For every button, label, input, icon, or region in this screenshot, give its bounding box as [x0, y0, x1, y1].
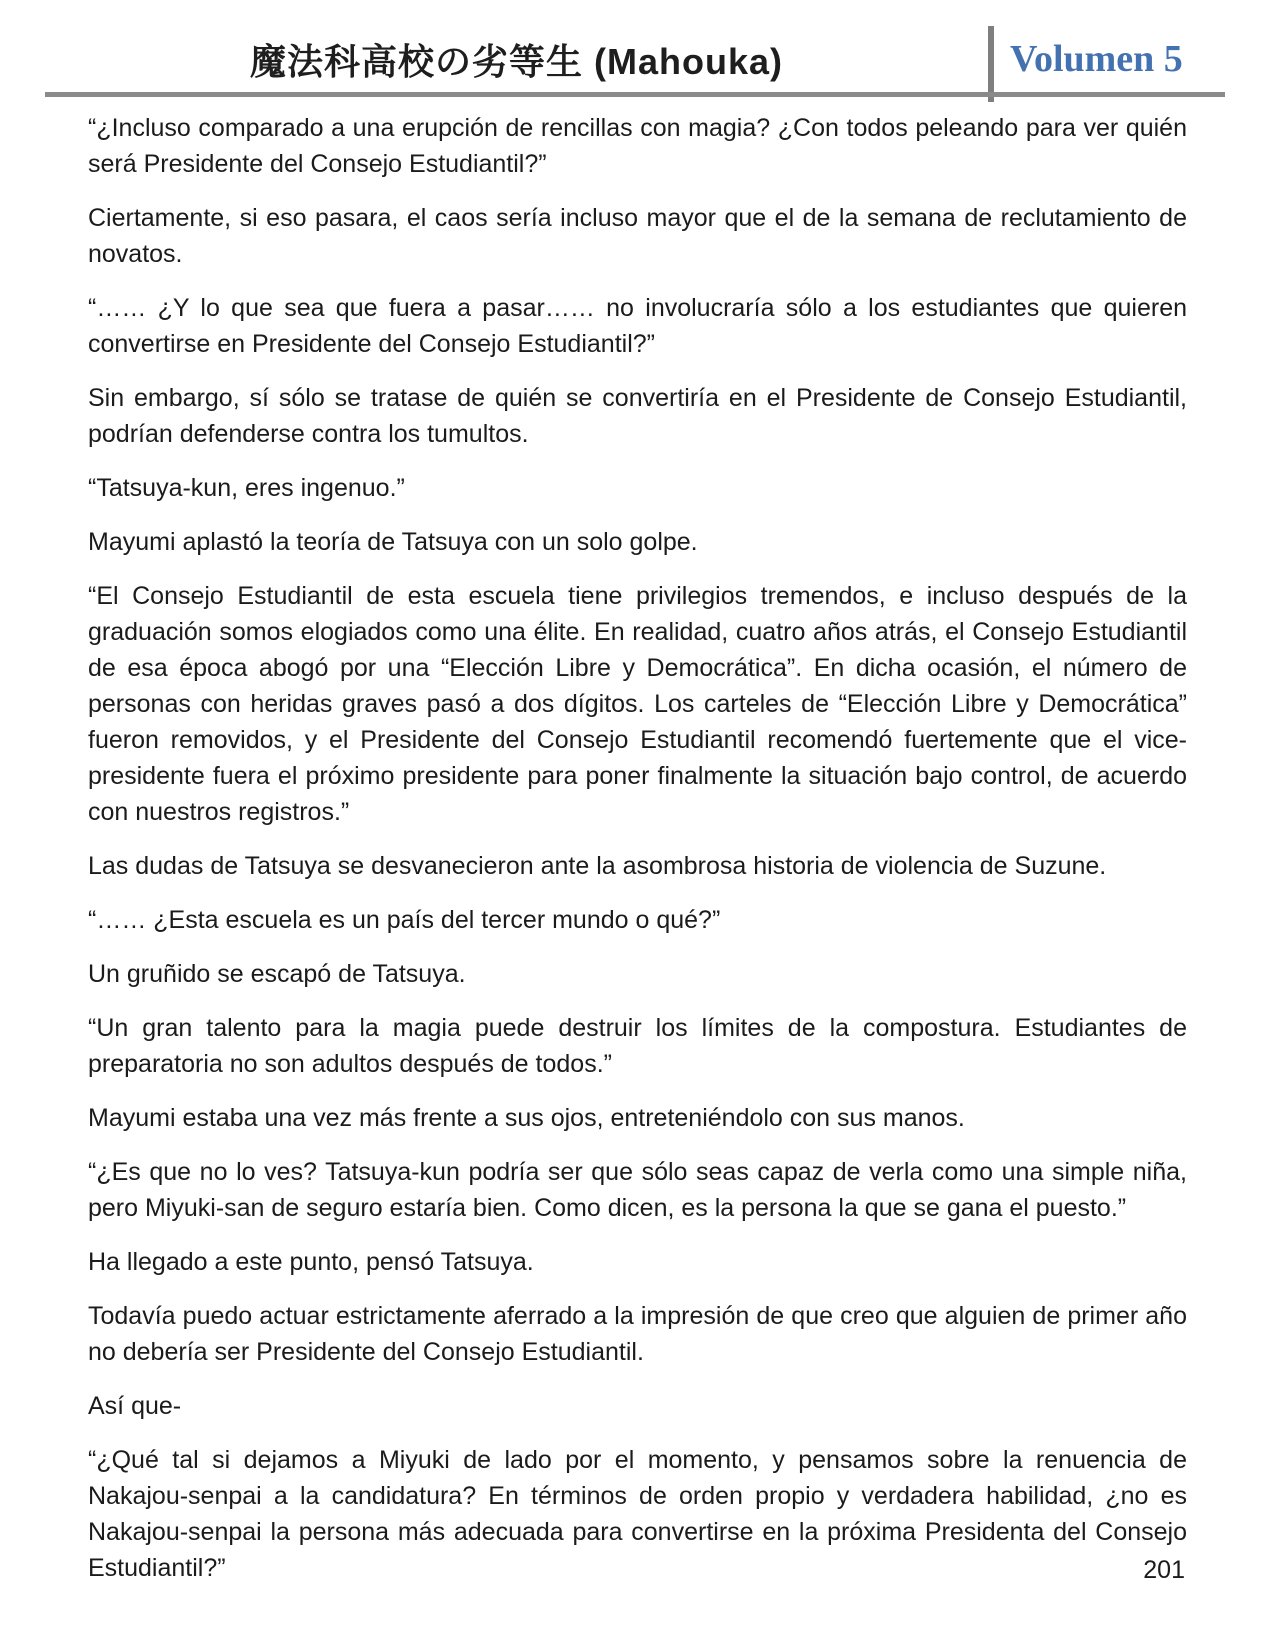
paragraph: Mayumi estaba una vez más frente a sus ojos, entreteniéndolo con sus manos. — [88, 1104, 965, 1132]
paragraph: Mayumi aplastó la teoría de Tatsuya con un solo golpe. — [88, 528, 698, 556]
book-title: 魔法科高校の劣等生 (Mahouka) — [249, 40, 783, 82]
header-volume-area — [994, 37, 1225, 81]
paragraph: Sin embargo, sí sólo se tratase de quién se convertiría en el Presidente de Consejo Estudiantil, podrían defenderse contra los tumultos. — [88, 384, 1187, 448]
paragraph: Las dudas de Tatsuya se desvanecieron ante la asombrosa historia de violencia de Suzune. — [88, 852, 1107, 880]
paragraph: Así que- — [88, 1392, 182, 1420]
paragraph: “El Consejo Estudiantil de esta escuela tiene privilegios tremendos, e incluso después de la graduación somos elogiados como una élite. En realidad, cuatro años atrás, el Consejo Estudiantil de esa época abogó por una “Elección Libre y Democrática”. En dicha ocasión, el número de personas con heridas graves pasó a dos dígitos. Los carteles de “Elección Libre y Democrática” fueron removidos, y el Presidente del Consejo Estudiantil recomendó fuertemente que el vice-presidente fuera el próximo presidente para poner finalmente la situación bajo control, de acuerdo con nuestros registros.” — [88, 582, 1187, 826]
paragraph: “¿Incluso comparado a una erupción de rencillas con magia? ¿Con todos peleando para ver quién será Presidente del Consejo Estudiantil?” — [88, 114, 1187, 178]
paragraph: “¿Es que no lo ves? Tatsuya-kun podría ser que sólo seas capaz de verla como una simple niña, pero Miyuki-san de seguro estaría bien. Como dicen, es la persona la que se gana el puesto.” — [88, 1158, 1187, 1222]
paragraph: “…… ¿Esta escuela es un país del tercer mundo o qué?” — [88, 906, 721, 934]
header-rule — [45, 92, 1225, 97]
paragraph: Ha llegado a este punto, pensó Tatsuya. — [88, 1248, 534, 1276]
body-text — [88, 110, 1187, 1604]
paragraph: Todavía puedo actuar estrictamente aferrado a la impresión de que creo que alguien de primer año no debería ser Presidente del Consejo Estudiantil. — [88, 1302, 1187, 1366]
paragraph: “¿Qué tal si dejamos a Miyuki de lado por el momento, y pensamos sobre la renuencia de Nakajou-senpai a la candidatura? En términos de orden propio y verdadera habilidad, ¿no es Nakajou-senpai la persona más adecuada para convertirse en la próxima Presidenta del Consejo Estudiantil?” — [88, 1446, 1187, 1582]
paragraph: “Tatsuya-kun, eres ingenuo.” — [88, 474, 405, 502]
paragraph: Un gruñido se escapó de Tatsuya. — [88, 960, 466, 988]
volume-label: Volumen 5 — [1010, 38, 1183, 80]
page-number: 201 — [1143, 1556, 1185, 1584]
paragraph: Ciertamente, si eso pasara, el caos sería incluso mayor que el de la semana de reclutamiento de novatos. — [88, 204, 1187, 268]
header-title-area — [45, 24, 988, 94]
page-header — [45, 24, 1225, 94]
paragraph: “…… ¿Y lo que sea que fuera a pasar…… no involucraría sólo a los estudiantes que quieren convertirse en Presidente del Consejo Estudiantil?” — [88, 294, 1187, 358]
paragraph: “Un gran talento para la magia puede destruir los límites de la compostura. Estudiantes de preparatoria no son adultos después de todos.” — [88, 1014, 1187, 1078]
